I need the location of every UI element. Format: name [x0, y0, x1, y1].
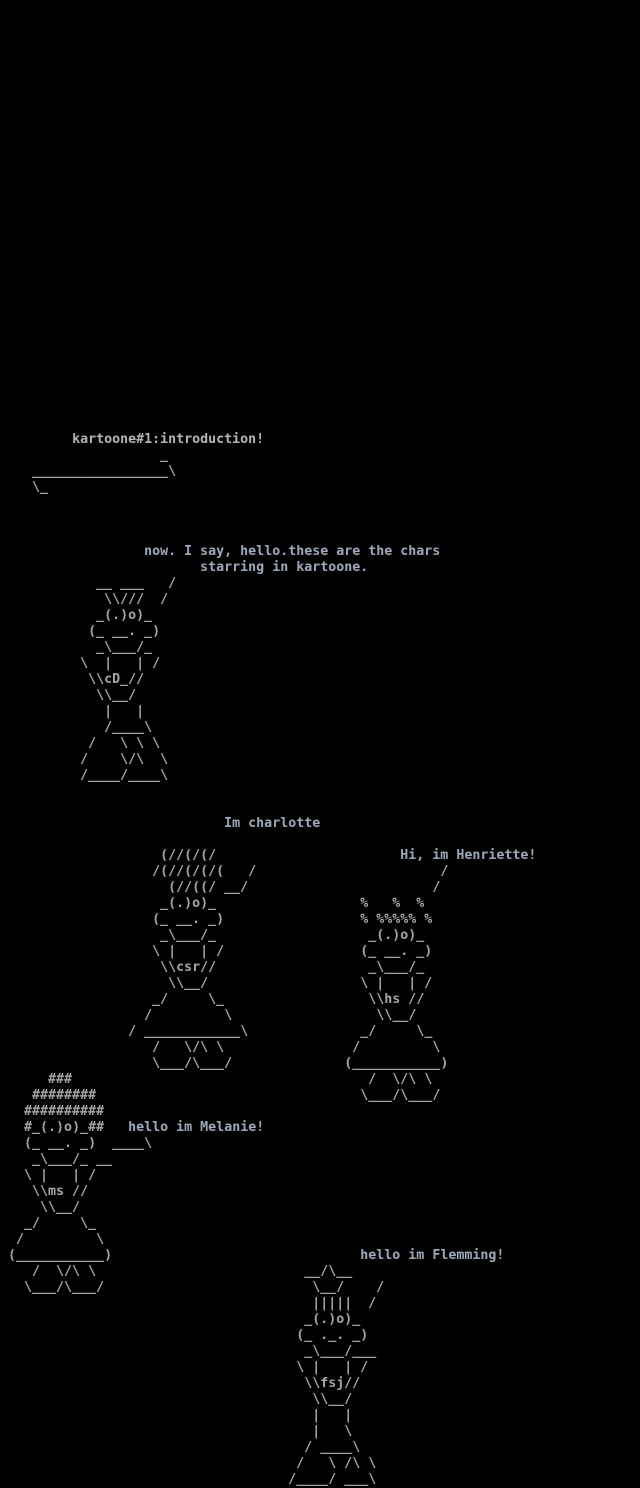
ascii-line-row-54 [0, 864, 448, 880]
figure-cd: _(.)o)_ [96, 608, 153, 623]
figure-charlotte: ____________\ [144, 1024, 249, 1039]
figure-charlotte: \\__/ [168, 976, 209, 991]
figure-flemming: /____/ ___\ [288, 1472, 377, 1487]
ascii-line-row-56 [0, 896, 424, 912]
ascii-line-row-45 [0, 720, 152, 736]
figure-melanie: ######## [32, 1088, 97, 1103]
ascii-line-row-53 [0, 848, 536, 864]
melanie-caption: hello im Melanie! [128, 1120, 265, 1135]
swoosh-line: \_ [32, 480, 49, 495]
figure-cd: __ ___ / [96, 576, 177, 591]
figure-henriette: \ [432, 1040, 441, 1055]
ascii-line-row-35 [0, 560, 368, 576]
figure-melanie: / \/\ \ [32, 1264, 97, 1279]
figure-flemming: / [368, 1296, 377, 1311]
figure-melanie: / [16, 1232, 25, 1247]
figure-charlotte: (//(/(/ [160, 848, 217, 863]
figure-melanie: _/ \_ [24, 1216, 97, 1231]
ascii-line-row-55 [0, 880, 440, 896]
figure-flemming: _(.)o)_ [304, 1312, 361, 1327]
figure-henriette: % %%%%% % [360, 912, 433, 927]
figure-cd: \\cD_// [88, 672, 145, 687]
figure-melanie: \\__/ [40, 1200, 81, 1215]
ascii-line-row-34 [0, 544, 440, 560]
figure-melanie: ########## [24, 1104, 105, 1119]
ascii-line-row-85 [0, 1360, 368, 1376]
figure-cd: _\___/_ [96, 640, 153, 655]
ascii-line-row-73 [0, 1168, 96, 1184]
figure-melanie: \\ms // [32, 1184, 89, 1199]
figure-melanie: ### [48, 1072, 73, 1087]
ascii-line-row-91 [0, 1456, 376, 1472]
ascii-line-row-38 [0, 608, 152, 624]
ascii-line-row-83 [0, 1328, 368, 1344]
figure-charlotte: _(.)o)_ [160, 896, 217, 911]
henriette-caption: Hi, im Henriette! [400, 848, 537, 863]
figure-henriette: % % % [360, 896, 425, 911]
ascii-line-row-30 [0, 480, 48, 496]
ascii-line-row-87 [0, 1392, 352, 1408]
ascii-line-row-47 [0, 752, 168, 768]
figure-henriette: \ | | / [360, 976, 433, 991]
figure-charlotte: \ | | / [152, 944, 225, 959]
charlotte-caption: Im charlotte [224, 816, 321, 831]
figure-cd: \\/// / [104, 592, 169, 607]
figure-flemming: __/\__ [304, 1264, 353, 1279]
figure-flemming: (_ ._. _) [296, 1328, 369, 1343]
ascii-line-row-81 [0, 1296, 376, 1312]
ascii-line-row-75 [0, 1200, 80, 1216]
ascii-line-row-62 [0, 992, 424, 1008]
figure-melanie: _\___/_ __ [32, 1152, 113, 1167]
ascii-line-row-80 [0, 1280, 384, 1296]
ascii-line-row-78 [0, 1248, 504, 1264]
figure-flemming: / ____\ [304, 1440, 361, 1455]
ascii-line-row-51 [0, 816, 320, 832]
flemming-caption: hello im Flemming! [360, 1248, 505, 1263]
ascii-line-row-74 [0, 1184, 88, 1200]
figure-charlotte: / \/\ \ [152, 1040, 225, 1055]
figure-flemming: ||||| [312, 1296, 353, 1311]
ascii-line-row-46 [0, 736, 160, 752]
figure-henriette: (___________) [344, 1056, 449, 1071]
figure-flemming: \\fsj// [304, 1376, 361, 1391]
swoosh-line: _ [160, 448, 169, 463]
figure-cd: /____\ [104, 720, 153, 735]
figure-melanie: ____\ [112, 1136, 153, 1151]
figure-cd: /____/____\ [80, 768, 169, 783]
figure-charlotte: (//((/ __/ [168, 880, 249, 895]
figure-henriette: (_ __. _) [360, 944, 433, 959]
figure-charlotte: \\csr// [160, 960, 217, 975]
figure-charlotte: _\___/_ [160, 928, 217, 943]
ascii-line-row-37 [0, 592, 168, 608]
ascii-line-row-44 [0, 704, 144, 720]
ascii-line-row-58 [0, 928, 424, 944]
figure-henriette: _(.)o)_ [368, 928, 425, 943]
ascii-line-row-69 [0, 1104, 104, 1120]
ascii-line-row-76 [0, 1216, 96, 1232]
figure-flemming: \ | | / [296, 1360, 369, 1375]
figure-charlotte: / [128, 1024, 137, 1039]
figure-charlotte: \ [224, 1008, 233, 1023]
ascii-line-row-43 [0, 688, 136, 704]
ascii-line-row-36 [0, 576, 176, 592]
ascii-line-row-39 [0, 624, 160, 640]
ascii-line-row-86 [0, 1376, 360, 1392]
ascii-line-row-42 [0, 672, 144, 688]
ascii-line-row-67 [0, 1072, 432, 1088]
figure-flemming: __ [360, 1344, 377, 1359]
figure-henriette: \\__/ [376, 1008, 417, 1023]
ascii-line-row-41 [0, 656, 160, 672]
figure-henriette: / \/\ \ [368, 1072, 433, 1087]
figure-flemming: | | [312, 1408, 353, 1423]
figure-henriette: _\___/_ [368, 960, 425, 975]
figure-flemming: | \ [312, 1424, 353, 1439]
figure-henriette: _/ [360, 1024, 377, 1039]
ascii-line-row-29 [0, 464, 176, 480]
intro-caption-line1: now. I say, hello.these are the chars [144, 544, 441, 559]
figure-charlotte: (_ __. _) [152, 912, 225, 927]
ascii-line-row-63 [0, 1008, 416, 1024]
ascii-line-row-70 [0, 1120, 264, 1136]
figure-charlotte: \___/\___/ [152, 1056, 233, 1071]
ascii-line-row-40 [0, 640, 152, 656]
intro-caption-line2: starring in kartoone. [200, 560, 369, 575]
ascii-line-row-28 [0, 448, 168, 464]
figure-flemming: \__/ [312, 1280, 345, 1295]
figure-charlotte: _/ \_ [152, 992, 225, 1007]
swoosh-line: _________________\ [32, 464, 177, 479]
figure-henriette: / [440, 864, 449, 879]
ascii-line-row-59 [0, 944, 432, 960]
figure-cd: \\__/ [96, 688, 137, 703]
figure-henriette: / [432, 880, 441, 895]
ascii-line-row-60 [0, 960, 424, 976]
ascii-line-row-90 [0, 1440, 360, 1456]
ascii-line-row-72 [0, 1152, 112, 1168]
ascii-line-row-65 [0, 1040, 440, 1056]
figure-charlotte: / [144, 1008, 153, 1023]
figure-melanie: \___/\___/ [24, 1280, 105, 1295]
figure-charlotte: / [248, 864, 257, 879]
ascii-line-row-68 [0, 1088, 440, 1104]
ascii-line-row-89 [0, 1424, 352, 1440]
figure-flemming: \\__/ [312, 1392, 353, 1407]
ascii-line-row-27 [0, 432, 264, 448]
ascii-line-row-61 [0, 976, 432, 992]
figure-melanie: (___________) [8, 1248, 113, 1263]
figure-henriette: \_ [416, 1024, 433, 1039]
ascii-line-row-88 [0, 1408, 352, 1424]
figure-melanie: #_(.)o)_## [24, 1120, 105, 1135]
ascii-line-row-48 [0, 768, 168, 784]
figure-flemming: _\___/_ [304, 1344, 361, 1359]
ascii-line-row-84 [0, 1344, 376, 1360]
ascii-line-row-79 [0, 1264, 352, 1280]
figure-melanie: \ [96, 1232, 105, 1247]
figure-flemming: / \ /\ \ [296, 1456, 377, 1471]
ascii-line-row-71 [0, 1136, 152, 1152]
ascii-line-row-82 [0, 1312, 360, 1328]
figure-cd: (_ __. _) [88, 624, 161, 639]
figure-henriette: \___/\___/ [360, 1088, 441, 1103]
figure-charlotte: /(//(/(/( [152, 864, 225, 879]
figure-cd: / \ \ \ [88, 736, 161, 751]
figure-melanie: (_ __. _) [24, 1136, 97, 1151]
figure-cd: \ | | / [80, 656, 161, 671]
page-title: kartoone#1:introduction! [72, 432, 265, 447]
figure-henriette: \\hs // [368, 992, 425, 1007]
figure-melanie: \ | | / [24, 1168, 97, 1183]
ascii-line-row-77 [0, 1232, 104, 1248]
figure-flemming: / [376, 1280, 385, 1295]
ascii-line-row-64 [0, 1024, 432, 1040]
ascii-line-row-57 [0, 912, 432, 928]
figure-cd: / \/\ \ [80, 752, 169, 767]
figure-cd: | | [104, 704, 145, 719]
figure-henriette: / [352, 1040, 361, 1055]
ascii-line-row-66 [0, 1056, 448, 1072]
ascii-line-row-92 [0, 1472, 376, 1488]
